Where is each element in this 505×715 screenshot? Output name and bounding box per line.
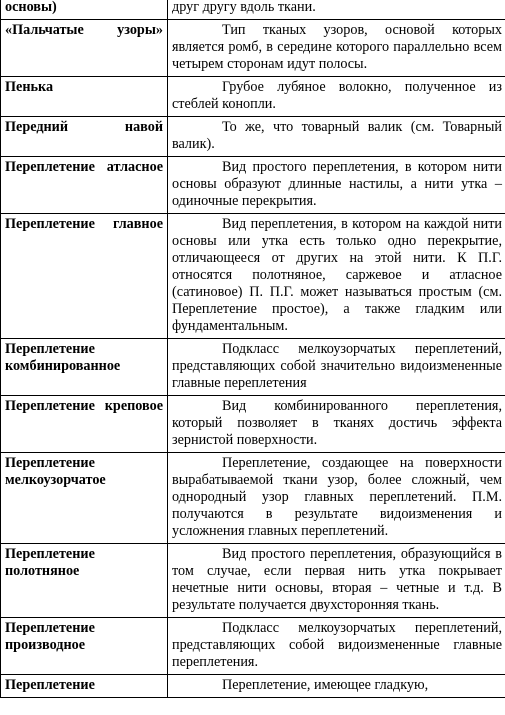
term-cell: Переплетение — [1, 675, 168, 698]
table-row — [1, 214, 505, 339]
definition-cell: Вид простого переплетения, образующийся в том случае, если первая нить утка покрывает нечетные нити основы, вторая – четные и т.д. В результате получается двухсторонняя ткань. — [168, 544, 505, 618]
table-row — [1, 339, 505, 396]
term-cell: основы) — [1, 0, 168, 20]
term-cell: Передний навой — [1, 117, 168, 157]
table-row — [1, 618, 505, 675]
definition-cell: То же, что товарный валик (см. Товарный валик). — [168, 117, 505, 157]
table-row — [1, 20, 505, 77]
table-row — [1, 77, 505, 117]
definition-cell: Вид переплетения, в котором на каждой нити основы или утка есть только одно перекрытие, отличающееся от других на этой нити. К П.Г. относятся полотняное, саржевое и атласное (сатиновое) П. П.Г. может называться простым (см. Переплетение простое), а также гладким или фундаментальным. — [168, 214, 505, 339]
term-cell: Переплетение креповое — [1, 396, 168, 453]
table-row — [1, 544, 505, 618]
term-cell: «Пальчатые узоры» — [1, 20, 168, 77]
table-row — [1, 453, 505, 544]
term-cell: Пенька — [1, 77, 168, 117]
term-cell: Переплетение комбинированное — [1, 339, 168, 396]
definition-cell: Переплетение, имеющее гладкую, — [168, 675, 505, 698]
table-row — [1, 675, 505, 698]
definition-cell: Тип тканых узоров, основой которых является ромб, в середине которого параллельно всем четырем сторонам идут полосы. — [168, 20, 505, 77]
table-row — [1, 117, 505, 157]
term-cell: Переплетение мелкоузорчатое — [1, 453, 168, 544]
definition-cell: Переплетение, создающее на поверхности вырабатываемой ткани узор, более сложный, чем однородный узор главных переплетений. П.М. получаются в результате видоизменения и усложнения главных переплетений. — [168, 453, 505, 544]
term-cell: Переплетение главное — [1, 214, 168, 339]
term-cell: Переплетение производное — [1, 618, 168, 675]
definition-cell: Вид простого переплетения, в котором нити основы образуют длинные настилы, а нити утка – одиночные перекрытия. — [168, 157, 505, 214]
definition-cell: Грубое лубяное волокно, полученное из стеблей конопли. — [168, 77, 505, 117]
term-cell: Переплетение полотняное — [1, 544, 168, 618]
definition-cell: Вид комбинированного переплетения, который позволяет в тканях достичь эффекта зернистой поверхности. — [168, 396, 505, 453]
table-row — [1, 157, 505, 214]
term-cell: Переплетение атласное — [1, 157, 168, 214]
table-row — [1, 0, 505, 20]
definition-cell: Подкласс мелкоузорчатых переплетений, представляющих собой значительно видоизмененные главные переплетения — [168, 339, 505, 396]
table-row — [1, 396, 505, 453]
definition-cell: Подкласс мелкоузорчатых переплетений, представляющих собой видоизмененные главные переплетения. — [168, 618, 505, 675]
definition-cell: друг другу вдоль ткани. — [168, 0, 505, 20]
